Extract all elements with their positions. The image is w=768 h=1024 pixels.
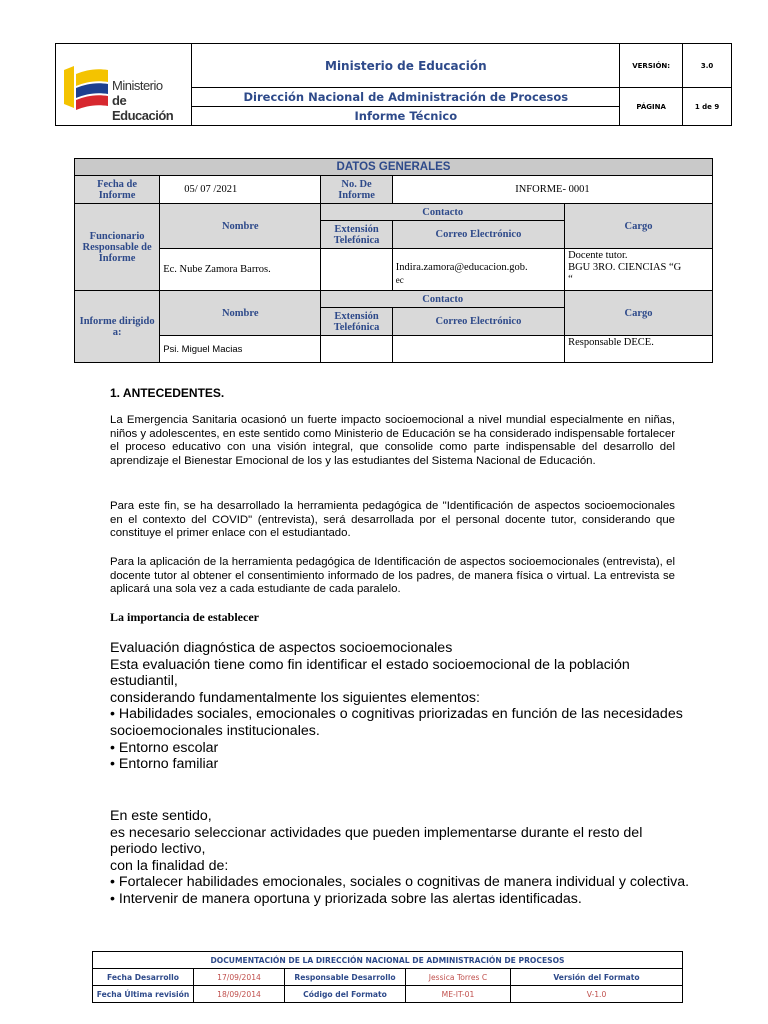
responsible-name-value: Ec. Nube Zamora Barros. [160, 249, 321, 291]
responsible-position-line1: Docente tutor. [568, 250, 628, 261]
responsible-position-line2: BGU 3RO. CIENCIAS “G [568, 262, 682, 273]
responsible-email-value [392, 249, 564, 291]
addressee-extension-header: Extensión Telefónica [321, 308, 392, 336]
section-heading-antecedentes: 1. ANTECEDENTES. [110, 386, 225, 400]
logo-text-line2: de Educación [112, 93, 174, 123]
footer-format-code-label: Código del Formato [285, 986, 406, 1003]
document-header [55, 43, 732, 126]
addressee-position-value: Responsable DECE. [565, 336, 713, 363]
evaluation-bullet: • Entorno escolar [110, 739, 219, 756]
ecuador-flag-icon [62, 64, 118, 112]
addressee-email-value [392, 336, 564, 363]
footer-dev-responsible: Jessica Torres C [406, 969, 511, 986]
footer-format-version-label: Versión del Formato [511, 969, 683, 986]
footer-revision-date: 18/09/2014 [194, 986, 285, 1003]
responsible-email-line2: ec [395, 275, 404, 285]
addressee-contact-header: Contacto [321, 291, 565, 308]
responsible-position-line3: “ [568, 274, 573, 285]
evaluation-bullet: • Entorno familiar [110, 756, 219, 773]
evaluation-line: Evaluación diagnóstica de aspectos socioemocionales [110, 640, 453, 656]
paragraph-3: Para la aplicación de la herramienta pedagógica de Identificación de aspectos socioemocionales (entrevista), el docente tutor al obtener el consentimiento informado de los padres, de manera física o virtual. La entrevista se aplicará una sola vez a cada estudiante de cada paralelo. [110, 556, 675, 596]
activities-line: En este sentido, [110, 808, 212, 824]
version-value: 3.0 [683, 44, 732, 88]
activities-block [110, 808, 690, 908]
responsible-email-line1: Indira.zamora@educacion.gob. [395, 262, 528, 273]
general-data-title: DATOS GENERALES [75, 159, 713, 176]
addressee-extension-value [321, 336, 392, 363]
version-label: VERSIÓN: [620, 44, 683, 88]
document-footer [92, 951, 683, 1003]
paragraph-1: La Emergencia Sanitaria ocasionó un fuerte impacto socioemocional a nivel mundial especialmente en niñas, niños y adolescentes, en este sentido como Ministerio de Educación se ha considerado indispensable fortalecer el proceso educativo con una visión integral, que consolide como parte indispensable del desarrollo del aprendizaje el Bienestar Emocional de los y las estudiantes del Sistema Nacional de Educación. [110, 414, 675, 467]
page-label: PÁGINA [620, 88, 683, 126]
logo-cell [56, 44, 192, 126]
responsible-position-header: Cargo [565, 204, 713, 249]
report-number-label: No. De Informe [321, 176, 392, 204]
report-date-value: 05/ 07 /2021 [160, 176, 321, 204]
footer-format-version: V-1.0 [511, 986, 683, 1003]
footer-dev-date: 17/09/2014 [194, 969, 285, 986]
responsible-extension-value [321, 249, 392, 291]
responsible-contact-header: Contacto [321, 204, 565, 221]
page-value: 1 de 9 [683, 88, 732, 126]
ministry-title: Ministerio de Educación [192, 44, 620, 88]
responsible-email-header: Correo Electrónico [392, 221, 564, 249]
addressee-name-value: Psi. Miguel Macias [160, 336, 321, 363]
activities-bullet: • Intervenir de manera oportuna y priorizada sobre las alertas identificadas. [110, 890, 582, 907]
responsible-name-header: Nombre [160, 204, 321, 249]
addressee-position-header: Cargo [565, 291, 713, 336]
report-date-label: Fecha de Informe [75, 176, 160, 204]
report-number-value: INFORME- 0001 [392, 176, 712, 204]
responsible-position-value [565, 249, 713, 291]
general-data-table [74, 158, 713, 363]
footer-title: DOCUMENTACIÓN DE LA DIRECCIÓN NACIONAL DE ADMINISTRACIÓN DE PROCESOS [93, 952, 683, 969]
addressed-to-label: Informe dirigido a: [75, 291, 160, 363]
addressee-email-header: Correo Electrónico [392, 308, 564, 336]
importance-heading: La importancia de establecer [110, 610, 259, 624]
paragraph-2: Para este fin, se ha desarrollado la herramienta pedagógica de "Identificación de aspectos socioemocionales en el contexto del COVID" (entrevista), será desarrollada por el personal docente tutor, considerando que constituye el primer enlace con el estudiantado. [110, 500, 675, 540]
addressee-name-header: Nombre [160, 291, 321, 336]
activities-bullet: • Fortalecer habilidades emocionales, sociales o cognitivas de manera individual y colectiva. [110, 874, 690, 891]
evaluation-line: socioemocionales institucionales. [110, 722, 320, 739]
responsible-extension-header: Extensión Telefónica [321, 221, 392, 249]
activities-line: con la finalidad de: [110, 857, 229, 874]
footer-dev-date-label: Fecha Desarrollo [93, 969, 194, 986]
evaluation-line: considerando fundamentalmente los siguientes elementos: [110, 689, 480, 706]
direction-title: Dirección Nacional de Administración de Procesos [192, 88, 620, 107]
activities-line: es necesario seleccionar actividades que pueden implementarse durante el resto del periodo lectivo, [110, 824, 647, 858]
evaluation-block [110, 640, 690, 773]
evaluation-line: Esta evaluación tiene como fin identificar el estado socioemocional de la población estudiantil, [110, 656, 634, 690]
footer-format-code: ME-IT-01 [406, 986, 511, 1003]
footer-dev-responsible-label: Responsable Desarrollo [285, 969, 406, 986]
responsible-official-label: Funcionario Responsable de Informe [75, 204, 160, 291]
report-type-title: Informe Técnico [192, 107, 620, 126]
footer-revision-date-label: Fecha Última revisión [93, 986, 194, 1003]
logo-text-line1: Ministerio [112, 78, 163, 93]
ministry-logo [62, 64, 190, 123]
evaluation-bullet: • Habilidades sociales, emocionales o cognitivas priorizadas en función de las necesidades [110, 706, 683, 723]
